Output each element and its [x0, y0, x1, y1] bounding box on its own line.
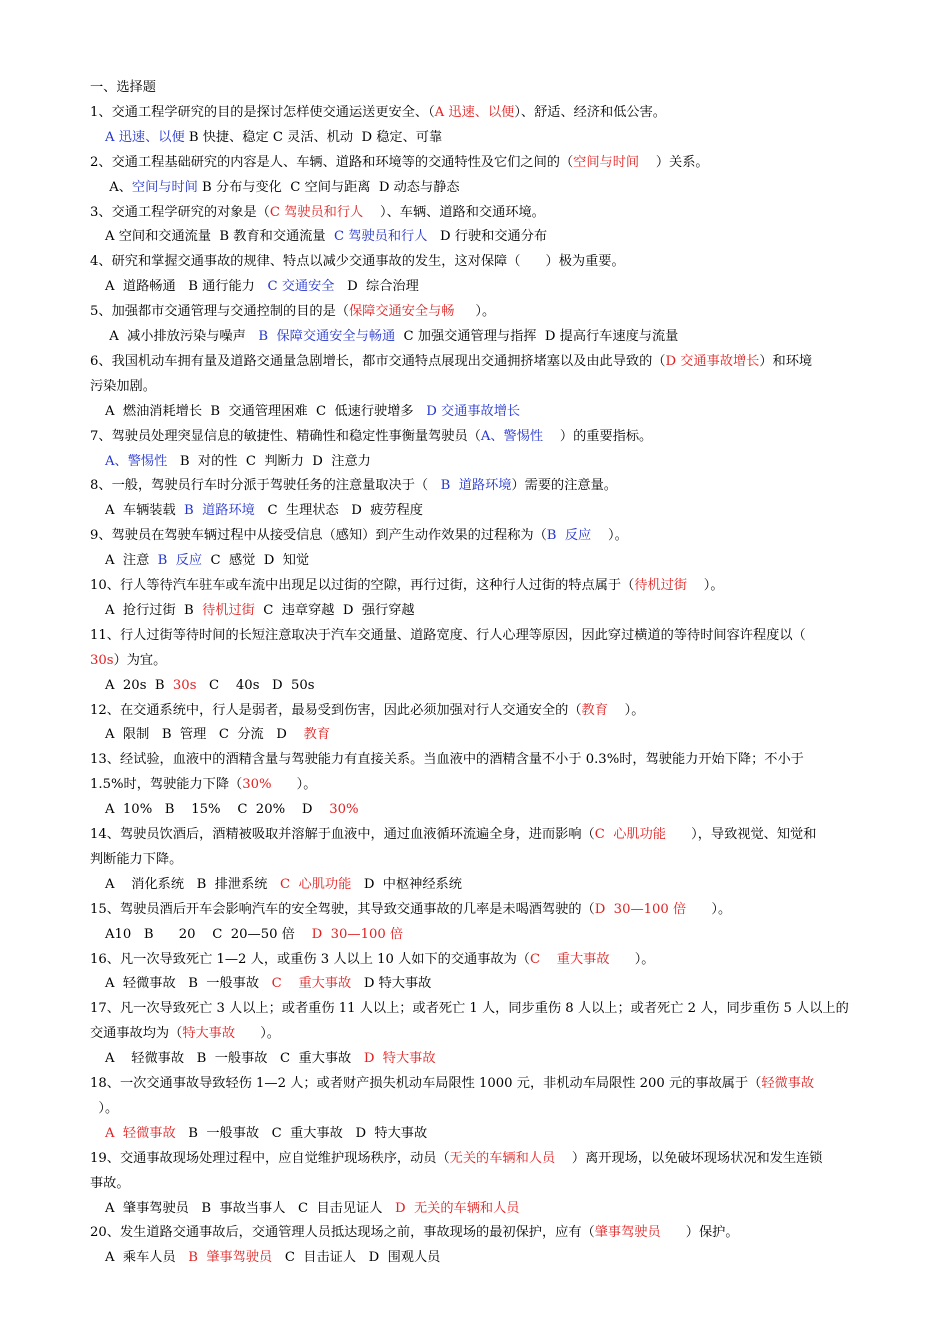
answer-options-line: [105, 727, 330, 743]
highlighted-answer: 特大事故: [182, 1026, 236, 1042]
text-run: A 道路畅通 B 通行能力: [105, 279, 268, 295]
text-run: ）和环境: [759, 353, 813, 369]
text-run: 2、交通工程基础研究的内容是人、车辆、道路和环境等的交通特性及它们之间的（: [90, 154, 574, 170]
question-text-line: [90, 1176, 130, 1192]
highlighted-answer: A 迅速、以便: [434, 104, 515, 120]
highlighted-answer: A 迅速、以便: [105, 129, 185, 145]
question-text-line: [90, 952, 655, 968]
text-run: A 消化系统 B 排泄系统: [105, 876, 281, 892]
text-run: 判断能力下降。: [90, 851, 183, 867]
highlighted-answer: B 道路环境: [440, 478, 512, 494]
answer-options-line: [105, 329, 678, 345]
answer-options-line: [105, 976, 431, 992]
text-run: 19、交通事故现场处理过程中，应自觉维护现场秩序，动员（: [90, 1150, 450, 1166]
text-run: ）。: [90, 1100, 119, 1116]
highlighted-answer: D 交通事故增长: [665, 353, 760, 369]
highlighted-answer: D 特大事故: [363, 1051, 436, 1067]
question-text-line: [90, 777, 316, 793]
text-run: ）。: [271, 777, 317, 793]
text-run: 1、交通工程学研究的目的是探讨怎样使交通运送更安全、（: [90, 104, 435, 120]
question-text-line: [90, 1001, 849, 1017]
highlighted-answer: 无关的车辆和人员: [449, 1150, 556, 1166]
text-run: 8、一般，驾驶员行车时分派于驾驶任务的注意量取决于（: [90, 478, 441, 494]
question-text-line: [90, 827, 816, 843]
answer-options-line: [105, 802, 359, 818]
question-text-line: [90, 1101, 118, 1117]
answer-options-line: [105, 180, 460, 196]
question-text-line: [90, 752, 804, 768]
text-run: D 综合治理: [334, 279, 419, 295]
highlighted-answer: C 心肌功能: [280, 876, 352, 892]
text-run: D 行驶和交通分布: [427, 229, 548, 245]
answer-options-line: [105, 877, 462, 893]
text-run: A 燃油消耗增长 B 交通管理困难 C 低速行驶增多: [105, 403, 427, 419]
text-run: 16、凡一次导致死亡 1—2 人，或重伤 3 人以上 10 人如下的交通事故为（: [90, 951, 530, 967]
text-run: 13、经试验，血液中的酒精含量与驾驶能力有直接关系。当血液中的酒精含量不小于 0.3%时，驾驶能力开始下降；不小于: [90, 752, 804, 768]
text-run: ）。: [687, 578, 724, 593]
answer-options-line: [105, 1250, 440, 1266]
highlighted-answer: A、警惕性: [480, 428, 544, 444]
answer-options-line: [105, 404, 520, 420]
text-run: C 目击证人 D 围观人员: [272, 1250, 441, 1266]
answer-options-line: [105, 229, 547, 245]
highlighted-answer: C 交通安全: [267, 279, 335, 295]
text-run: ）、车辆、道路和交通环境。: [363, 204, 545, 220]
text-run: A 注意: [105, 553, 158, 569]
highlighted-answer: B 保障交通安全与畅通: [258, 329, 396, 344]
text-run: A 限制 B 管理 C 分流 D: [105, 727, 304, 743]
question-text-line: [90, 354, 812, 370]
answer-options-line: [105, 503, 423, 519]
text-run: A 乘车人员: [105, 1250, 189, 1266]
text-run: 1.5%时，驾驶能力下降（: [90, 777, 243, 793]
text-run: 14、驾驶员饮酒后，酒精被吸取并溶解于血液中，通过血液循环流遍全身，进而影响（: [90, 827, 595, 842]
text-run: C 加强交通管理与指挥 D 提高行车速度与流量: [395, 329, 679, 344]
highlighted-answer: B 肇事驾驶员: [188, 1250, 273, 1266]
text-run: 交通事故均为（: [90, 1026, 183, 1042]
highlighted-answer: 空间与时间: [131, 179, 198, 195]
question-text-line: [90, 1076, 814, 1092]
question-text-line: [90, 304, 495, 320]
answer-options-line: [105, 130, 442, 146]
text-run: 15、驾驶员酒后开车会影响汽车的安全驾驶，其导致交通事故的几率是未喝酒驾驶的（: [90, 901, 595, 917]
text-run: ）。: [609, 951, 655, 967]
highlighted-answer: C 重大事故: [271, 976, 352, 992]
highlighted-answer: C 重大事故: [529, 951, 610, 967]
text-run: 9、驾驶员在驾驶车辆过程中从接受信息（感知）到产生动作效果的过程称为（: [90, 528, 547, 544]
text-run: ）。: [686, 901, 732, 917]
text-run: ）的重要指标。: [543, 428, 653, 444]
text-run: A 车辆装载: [105, 503, 185, 519]
highlighted-answer: C 心肌功能: [594, 827, 666, 842]
answer-options-line: [105, 1126, 427, 1142]
highlighted-answer: 教育: [581, 702, 608, 718]
text-run: 17、凡一次导致死亡 3 人以上；或者重伤 11 人以上；或者死亡 1 人，同步重伤 8 人以上；或者死亡 2 人，同步重伤 5 人以上的: [90, 1001, 849, 1017]
question-text-line: [90, 379, 156, 395]
question-text-line: [90, 578, 724, 594]
text-run: ）、舒适、经济和低公害。: [514, 104, 666, 120]
text-run: A 轻微事故 B 一般事故 C 重大事故: [105, 1051, 364, 1067]
text-run: A、: [105, 179, 132, 195]
text-run: D 特大事故: [351, 976, 432, 992]
text-run: 7、驾驶员处理突显信息的敏捷性、精确性和稳定性事衡量驾驶员（: [90, 428, 481, 444]
text-run: 4、研究和掌握交通事故的规律、特点以减少交通事故的发生，这对保障（ ）极为重要。: [90, 254, 625, 270]
text-run: C 感觉 D 知觉: [202, 553, 310, 569]
highlighted-answer: D 30—100 倍: [594, 901, 687, 917]
question-text-line: [90, 902, 731, 918]
answer-options-line: [105, 553, 309, 569]
highlighted-answer: 空间与时间: [573, 154, 640, 170]
text-run: 一、选择题: [90, 80, 156, 95]
highlighted-answer: A 轻微事故: [105, 1125, 176, 1141]
text-run: C 40s D 50s: [196, 677, 315, 693]
question-text-line: [90, 478, 617, 494]
question-text-line: [90, 1151, 823, 1167]
question-text-line: [90, 205, 545, 221]
text-run: A 10% B 15% C 20% D: [105, 802, 330, 818]
highlighted-answer: 30%: [242, 777, 272, 793]
highlighted-answer: 轻微事故: [761, 1076, 815, 1091]
question-text-line: [90, 628, 806, 644]
text-run: 11、行人过街等待时间的长短注意取决于汽车交通量、道路宽度、行人心理等原因，因此穿过横道的等待时间容许程度以（: [90, 627, 806, 643]
highlighted-answer: D 30—100 倍: [311, 926, 404, 942]
text-run: B 一般事故 C 重大事故 D 特大事故: [175, 1125, 428, 1141]
text-run: ）关系。: [639, 154, 709, 170]
text-run: A10 B 20 C 20—50 倍: [105, 926, 312, 942]
text-run: A 抢行过街 B: [105, 602, 203, 618]
text-run: ）。: [591, 528, 628, 544]
highlighted-answer: A、警惕性: [105, 453, 168, 469]
highlighted-answer: C 驾驶员和行人: [334, 229, 428, 245]
text-run: ）。: [454, 304, 496, 320]
text-run: B 对的性 C 判断力 D 注意力: [167, 453, 371, 469]
question-text-line: [90, 429, 652, 445]
question-text-line: [90, 105, 666, 121]
text-run: A 空间和交通流量 B 教育和交通流量: [105, 229, 334, 245]
question-text-line: [90, 80, 156, 96]
text-run: 12、在交通系统中，行人是弱者，最易受到伤害，因此必须加强对行人交通安全的（: [90, 702, 582, 718]
highlighted-answer: B 道路环境: [184, 503, 255, 519]
answer-options-line: [105, 1201, 519, 1217]
highlighted-answer: 教育: [303, 727, 331, 743]
text-run: A 减小排放污染与噪声: [105, 329, 259, 344]
text-run: ）。: [235, 1026, 280, 1042]
question-text-line: [90, 1225, 739, 1241]
highlighted-answer: 30%: [329, 802, 359, 818]
answer-options-line: [105, 678, 315, 694]
highlighted-answer: 30s: [172, 677, 197, 693]
highlighted-answer: 待机过街: [634, 578, 688, 593]
answer-options-line: [105, 454, 371, 470]
text-run: D 中枢神经系统: [351, 876, 462, 892]
answer-options-line: [105, 279, 419, 295]
text-run: 污染加剧。: [90, 378, 156, 394]
text-run: ）保护。: [660, 1225, 739, 1241]
text-run: B 快捷、稳定 C 灵活、机动 D 稳定、可靠: [184, 129, 443, 145]
text-run: 10、行人等待汽车驻车或车流中出现足以过街的空隙，再行过街，这种行人过街的特点属于（: [90, 578, 635, 593]
highlighted-answer: B 反应: [157, 553, 203, 569]
question-text-line: [90, 703, 644, 719]
text-run: C 生理状态 D 疲劳程度: [254, 503, 423, 519]
highlighted-answer: D 无关的车辆和人员: [395, 1200, 520, 1216]
highlighted-answer: 肇事驾驶员: [594, 1225, 661, 1241]
highlighted-answer: 30s: [90, 652, 114, 668]
question-text-line: [90, 254, 625, 270]
text-run: 5、加强都市交通管理与交通控制的目的是（: [90, 304, 349, 320]
highlighted-answer: D 交通事故增长: [426, 403, 521, 419]
text-run: 3、交通工程学研究的对象是（: [90, 204, 270, 220]
highlighted-answer: B 反应: [546, 528, 592, 544]
question-text-line: [90, 528, 628, 544]
text-run: 18、一次交通事故导致轻伤 1—2 人；或者财产损失机动车局限性 1000 元，非机动车局限性 200 元的事故属于（: [90, 1076, 762, 1091]
text-run: 事故。: [90, 1175, 130, 1191]
text-run: A 肇事驾驶员 B 事故当事人 C 目击见证人: [105, 1200, 395, 1216]
question-text-line: [90, 155, 709, 171]
text-run: A 轻微事故 B 一般事故: [105, 976, 272, 992]
text-run: 6、我国机动车拥有量及道路交通量急剧增长，都市交通特点展现出交通拥挤堵塞以及由此导致的（: [90, 353, 666, 369]
answer-options-line: [105, 603, 415, 619]
text-run: ）为宜。: [113, 652, 167, 668]
question-text-line: [90, 852, 182, 868]
answer-options-line: [105, 1051, 436, 1067]
text-run: A 20s B: [105, 677, 173, 693]
text-run: ）需要的注意量。: [511, 478, 617, 494]
text-run: ）。: [607, 702, 645, 718]
text-run: ）离开现场，以免破坏现场状况和发生连锁: [555, 1150, 823, 1166]
highlighted-answer: 待机过街: [202, 602, 255, 618]
text-run: C 违章穿越 D 强行穿越: [254, 602, 415, 618]
text-run: B 分布与变化 C 空间与距离 D 动态与静态: [197, 179, 460, 195]
highlighted-answer: 保障交通安全与畅: [348, 304, 455, 320]
text-run: 20、发生道路交通事故后，交通管理人员抵达现场之前，事故现场的最初保护，应有（: [90, 1225, 595, 1241]
question-text-line: [90, 1026, 280, 1042]
highlighted-answer: C 驾驶员和行人: [269, 204, 364, 220]
answer-options-line: [105, 927, 403, 943]
text-run: ），导致视觉、知觉和: [665, 827, 817, 842]
question-text-line: [90, 653, 166, 669]
